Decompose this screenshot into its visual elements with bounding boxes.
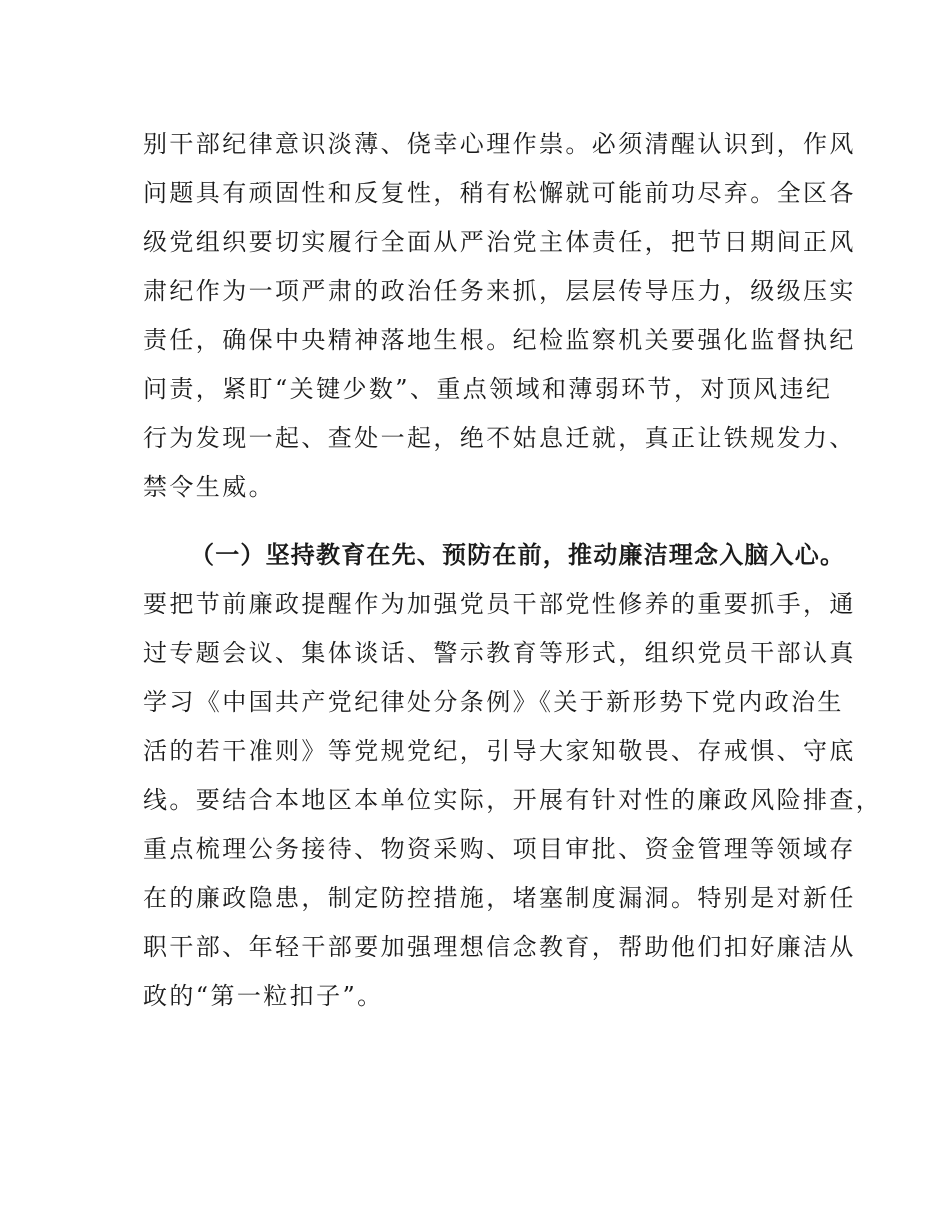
section-1-line-5: 线。要结合本地区本单位实际，开展有针对性的廉政风险排查， bbox=[143, 786, 883, 814]
section-1-line-2: 过专题会议、集体谈话、警示教育等形式，组织党员干部认真 bbox=[143, 639, 856, 667]
section-1-line-7: 在的廉政隐患，制定防控措施，堵塞制度漏洞。特别是对新任 bbox=[143, 884, 856, 912]
section-1-line-4: 活的若干准则》等党规党纪，引导大家知敬畏、存戒惧、守底 bbox=[143, 737, 856, 765]
section-1-line-9: 政的“第一粒扣子”。 bbox=[143, 982, 384, 1010]
section-1-line-1: 要把节前廉政提醒作为加强党员干部党性修养的重要抓手，通 bbox=[143, 590, 856, 618]
paragraph-1-line-5: 责任，确保中央精神落地生根。纪检监察机关要强化监督执纪 bbox=[143, 326, 856, 354]
section-1-line-6: 重点梳理公务接待、物资采购、项目审批、资金管理等领域存 bbox=[143, 835, 856, 863]
paragraph-1-line-8: 禁令生威。 bbox=[143, 473, 275, 501]
section-1-line-8: 职干部、年轻干部要加强理想信念教育，帮助他们扣好廉洁从 bbox=[143, 933, 856, 961]
paragraph-1-line-2: 问题具有顽固性和反复性，稍有松懈就可能前功尽弃。全区各 bbox=[143, 179, 856, 207]
section-1-heading: （一）坚持教育在先、预防在前，推动廉洁理念入脑入心。 bbox=[190, 541, 846, 569]
section-1-line-3: 学习《中国共产党纪律处分条例》《关于新形势下党内政治生 bbox=[143, 688, 844, 716]
paragraph-1-line-7: 行为发现一起、查处一起，绝不姑息迁就，真正让铁规发力、 bbox=[143, 424, 856, 452]
paragraph-1-line-3: 级党组织要切实履行全面从严治党主体责任，把节日期间正风 bbox=[143, 228, 856, 256]
paragraph-1-line-4: 肃纪作为一项严肃的政治任务来抓，层层传导压力，级级压实 bbox=[143, 277, 856, 305]
paragraph-1-line-6: 问责，紧盯“关键少数”、重点领域和薄弱环节，对顶风违纪 bbox=[143, 375, 833, 403]
paragraph-1-line-1: 别干部纪律意识淡薄、侥幸心理作祟。必须清醒认识到，作风 bbox=[143, 130, 856, 158]
